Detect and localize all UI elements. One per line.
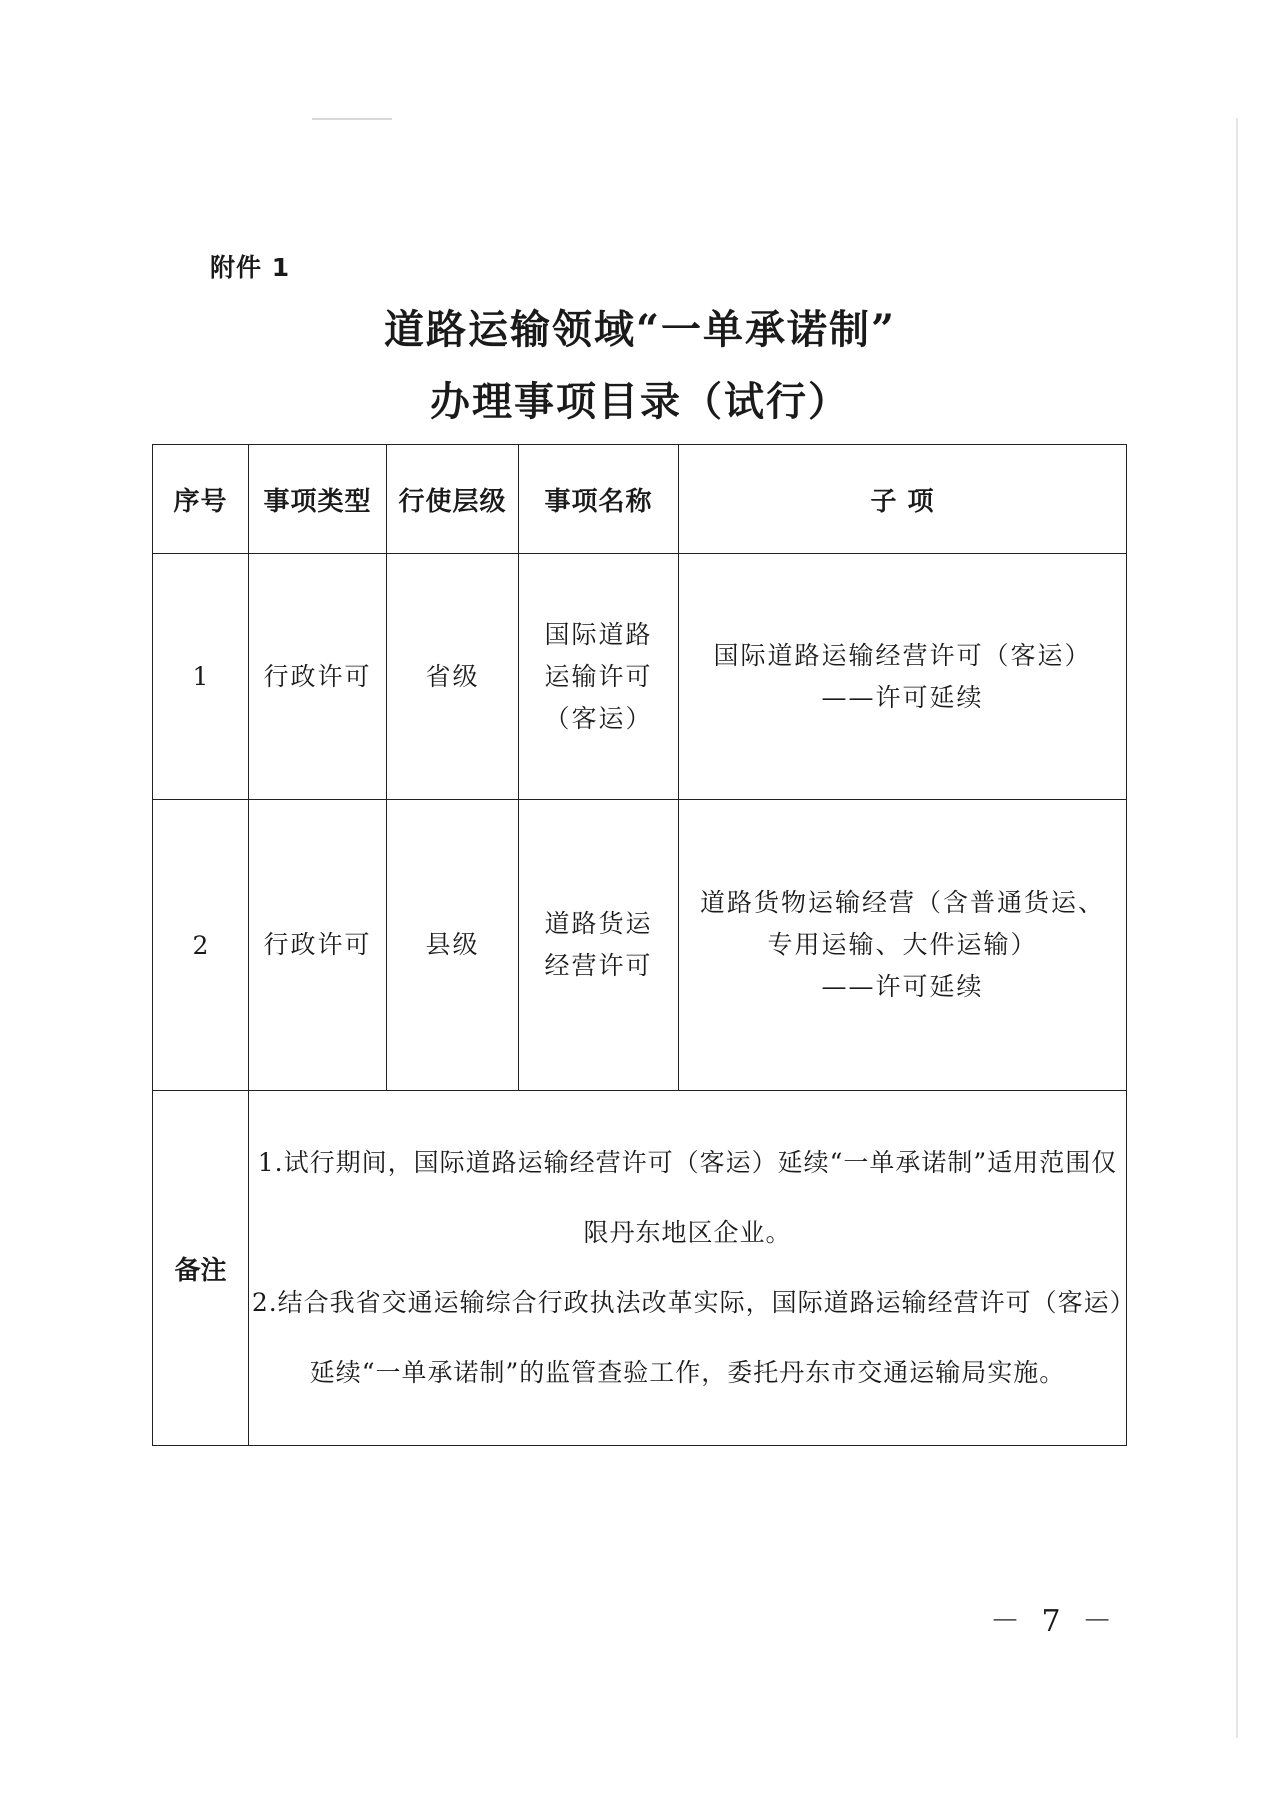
- row-sub-line: 专用运输、大件运输）: [767, 930, 1038, 959]
- row-name-line: 国际道路: [544, 619, 653, 649]
- row-sub-line: ——许可延续: [821, 972, 984, 1001]
- table-header-row: [153, 445, 1127, 554]
- header-sub: 子 项: [679, 445, 1127, 554]
- row-seq: 1: [153, 554, 249, 800]
- note-item: 2.结合我省交通运输综合行政执法改革实际，国际道路运输经营许可（客运）延续“一单承诺制”的监管查验工作，委托丹东市交通运输局实施。: [251, 1288, 1124, 1387]
- document-title-line-1: 道路运输领域“一单承诺制”: [383, 306, 896, 353]
- notes-label: 备注: [153, 1091, 249, 1446]
- attachment-label: 附件 1: [210, 253, 291, 282]
- catalog-table: [152, 444, 1127, 1446]
- row-sub-line: ——许可延续: [821, 682, 984, 712]
- row-level: 县级: [387, 800, 519, 1091]
- row-name: [519, 554, 679, 800]
- row-sub-line: 国际道路运输经营许可（客运）: [713, 640, 1092, 670]
- row-level: 省级: [387, 554, 519, 800]
- row-seq: 2: [153, 800, 249, 1091]
- scan-mark: [312, 118, 392, 120]
- table-row: [153, 554, 1127, 800]
- header-type: 事项类型: [249, 445, 387, 554]
- note-item: 1.试行期间，国际道路运输经营许可（客运）延续“一单承诺制”适用范围仅限丹东地区企业。: [257, 1148, 1118, 1247]
- row-sub-line: 道路货物运输经营（含普通货运、: [699, 888, 1105, 917]
- document-title-line-2: 办理事项目录（试行）: [430, 378, 850, 425]
- row-name-line: 运输许可: [544, 661, 653, 691]
- scan-edge-line: [1236, 118, 1238, 1738]
- row-name-line: 道路货运: [544, 909, 653, 938]
- notes-content: [249, 1091, 1127, 1446]
- notes-row: [153, 1091, 1127, 1446]
- row-type: 行政许可: [249, 800, 387, 1091]
- row-name-line: 经营许可: [544, 951, 653, 980]
- row-sub: [679, 800, 1127, 1091]
- header-name: 事项名称: [519, 445, 679, 554]
- row-name: [519, 800, 679, 1091]
- row-type: 行政许可: [249, 554, 387, 800]
- page-number: － 7 －: [990, 1604, 1119, 1639]
- header-seq: 序号: [153, 445, 249, 554]
- table-row: [153, 800, 1127, 1091]
- header-level: 行使层级: [387, 445, 519, 554]
- row-sub: [679, 554, 1127, 800]
- row-name-line: （客运）: [544, 703, 653, 733]
